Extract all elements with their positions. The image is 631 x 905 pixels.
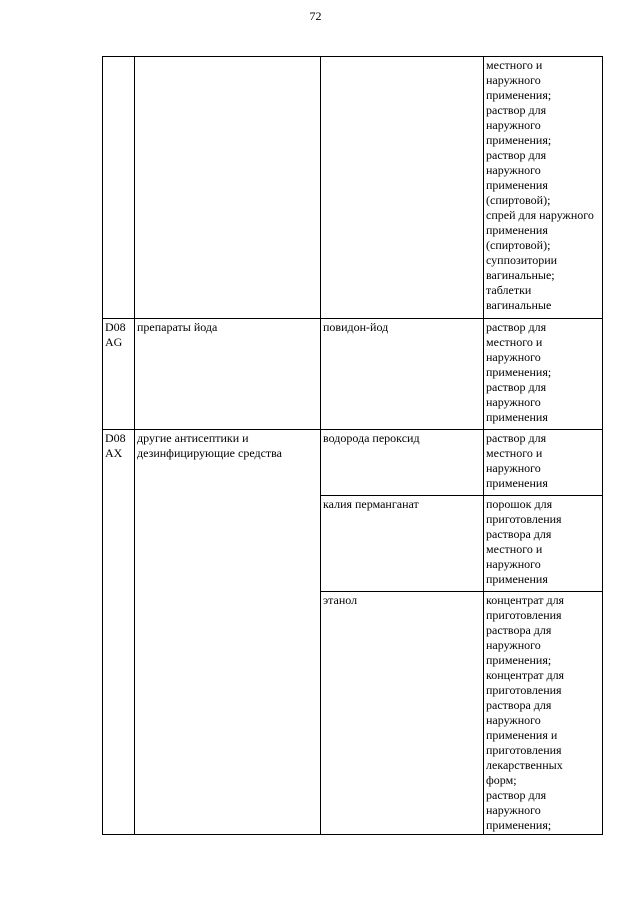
atc-code-cell: D08 AX: [103, 430, 135, 835]
substance-cell: водорода пероксид: [321, 430, 484, 496]
dosage-forms-cell: раствор для местного и наружного применения: [484, 430, 603, 496]
substance-cell: повидон-йод: [321, 319, 484, 430]
table-row: [103, 430, 603, 496]
dosage-forms-cell: концентрат для приготовления раствора для наружного применения; концентрат для приготовления раствора для наружного применения и приготовления лекарственных форм; раствор для наружного применения;: [484, 592, 603, 835]
group-cell: другие антисептики и дезинфицирующие средства: [135, 430, 321, 835]
page-number: 72: [309, 9, 322, 23]
substance-cell: этанол: [321, 592, 484, 835]
atc-code-cell: D08 AG: [103, 319, 135, 430]
substance-cell: калия перманганат: [321, 496, 484, 592]
substance-cell: [321, 57, 484, 319]
table-row: [103, 57, 603, 319]
table-row: [103, 319, 603, 430]
dosage-forms-cell: раствор для местного и наружного применения; раствор для наружного применения: [484, 319, 603, 430]
dosage-forms-cell: порошок для приготовления раствора для местного и наружного применения: [484, 496, 603, 592]
atc-code-cell: [103, 57, 135, 319]
dosage-forms-cell: местного и наружного применения; раствор для наружного применения; раствор для наружного применения (спиртовой); спрей для наружного применения (спиртовой); суппозитории вагинальные; таблетки вагинальные: [484, 57, 603, 319]
group-cell: [135, 57, 321, 319]
group-cell: препараты йода: [135, 319, 321, 430]
medication-table: [102, 56, 603, 835]
